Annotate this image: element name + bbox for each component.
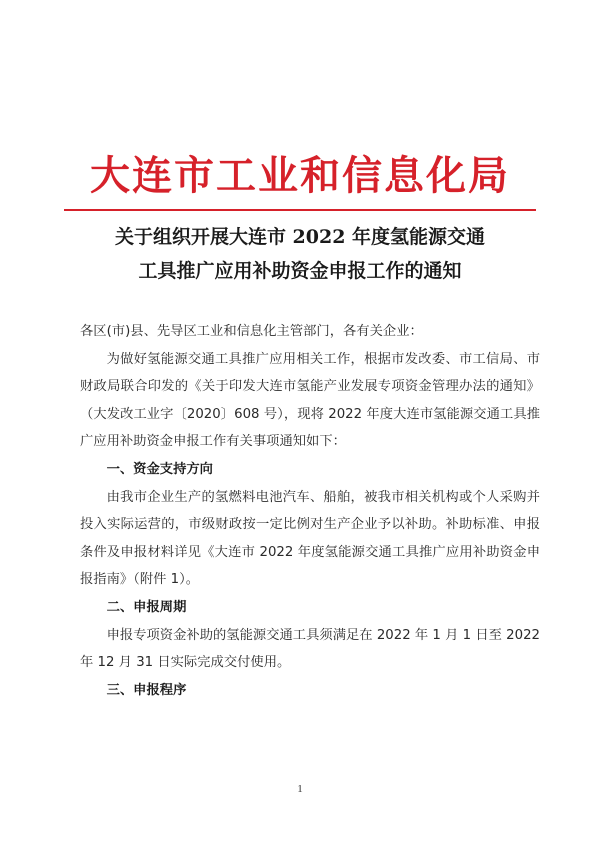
red-divider-line <box>64 209 536 211</box>
page-number: 1 <box>297 783 303 795</box>
document-title <box>40 220 560 288</box>
agency-header: 大连市工业和信息化局 <box>90 152 510 199</box>
salutation: 各区(市)县、先导区工业和信息化主管部门，各有关企业： <box>80 324 423 339</box>
section-1-heading: 一、资金支持方向 <box>106 461 213 477</box>
document-title-line-1: 关于组织开展大连市 2022 年度氢能源交通 <box>114 226 486 248</box>
section-3-heading: 三、申报程序 <box>106 682 187 698</box>
section-2-heading: 二、申报周期 <box>106 599 187 615</box>
section-1-paragraph: 由我市企业生产的氢燃料电池汽车、船舶，被我市相关机构或个人采购并投入实际运营的，市级财政按一定比例对生产企业予以补助。补助标准、申报条件及申报材料详见《大连市 2022 年度氢能源交通工具推广应用补助资金申报指南》（附件 1）。 <box>80 489 540 588</box>
document-title-line-2: 工具推广应用补助资金申报工作的通知 <box>138 260 462 282</box>
document-body <box>80 318 540 704</box>
section-2-paragraph: 申报专项资金补助的氢能源交通工具须满足在 2022 年 1 月 1 日至 2022 年 12 月 31 日实际完成交付使用。 <box>80 627 540 671</box>
intro-paragraph: 为做好氢能源交通工具推广应用相关工作，根据市发改委、市工信局、市财政局联合印发的《关于印发大连市氢能产业发展专项资金管理办法的通知》（大发改工业字〔2020〕608 号），现将 2022 年度大连市氢能源交通工具推广应用补助资金申报工作有关事项通知如下： <box>80 351 540 450</box>
